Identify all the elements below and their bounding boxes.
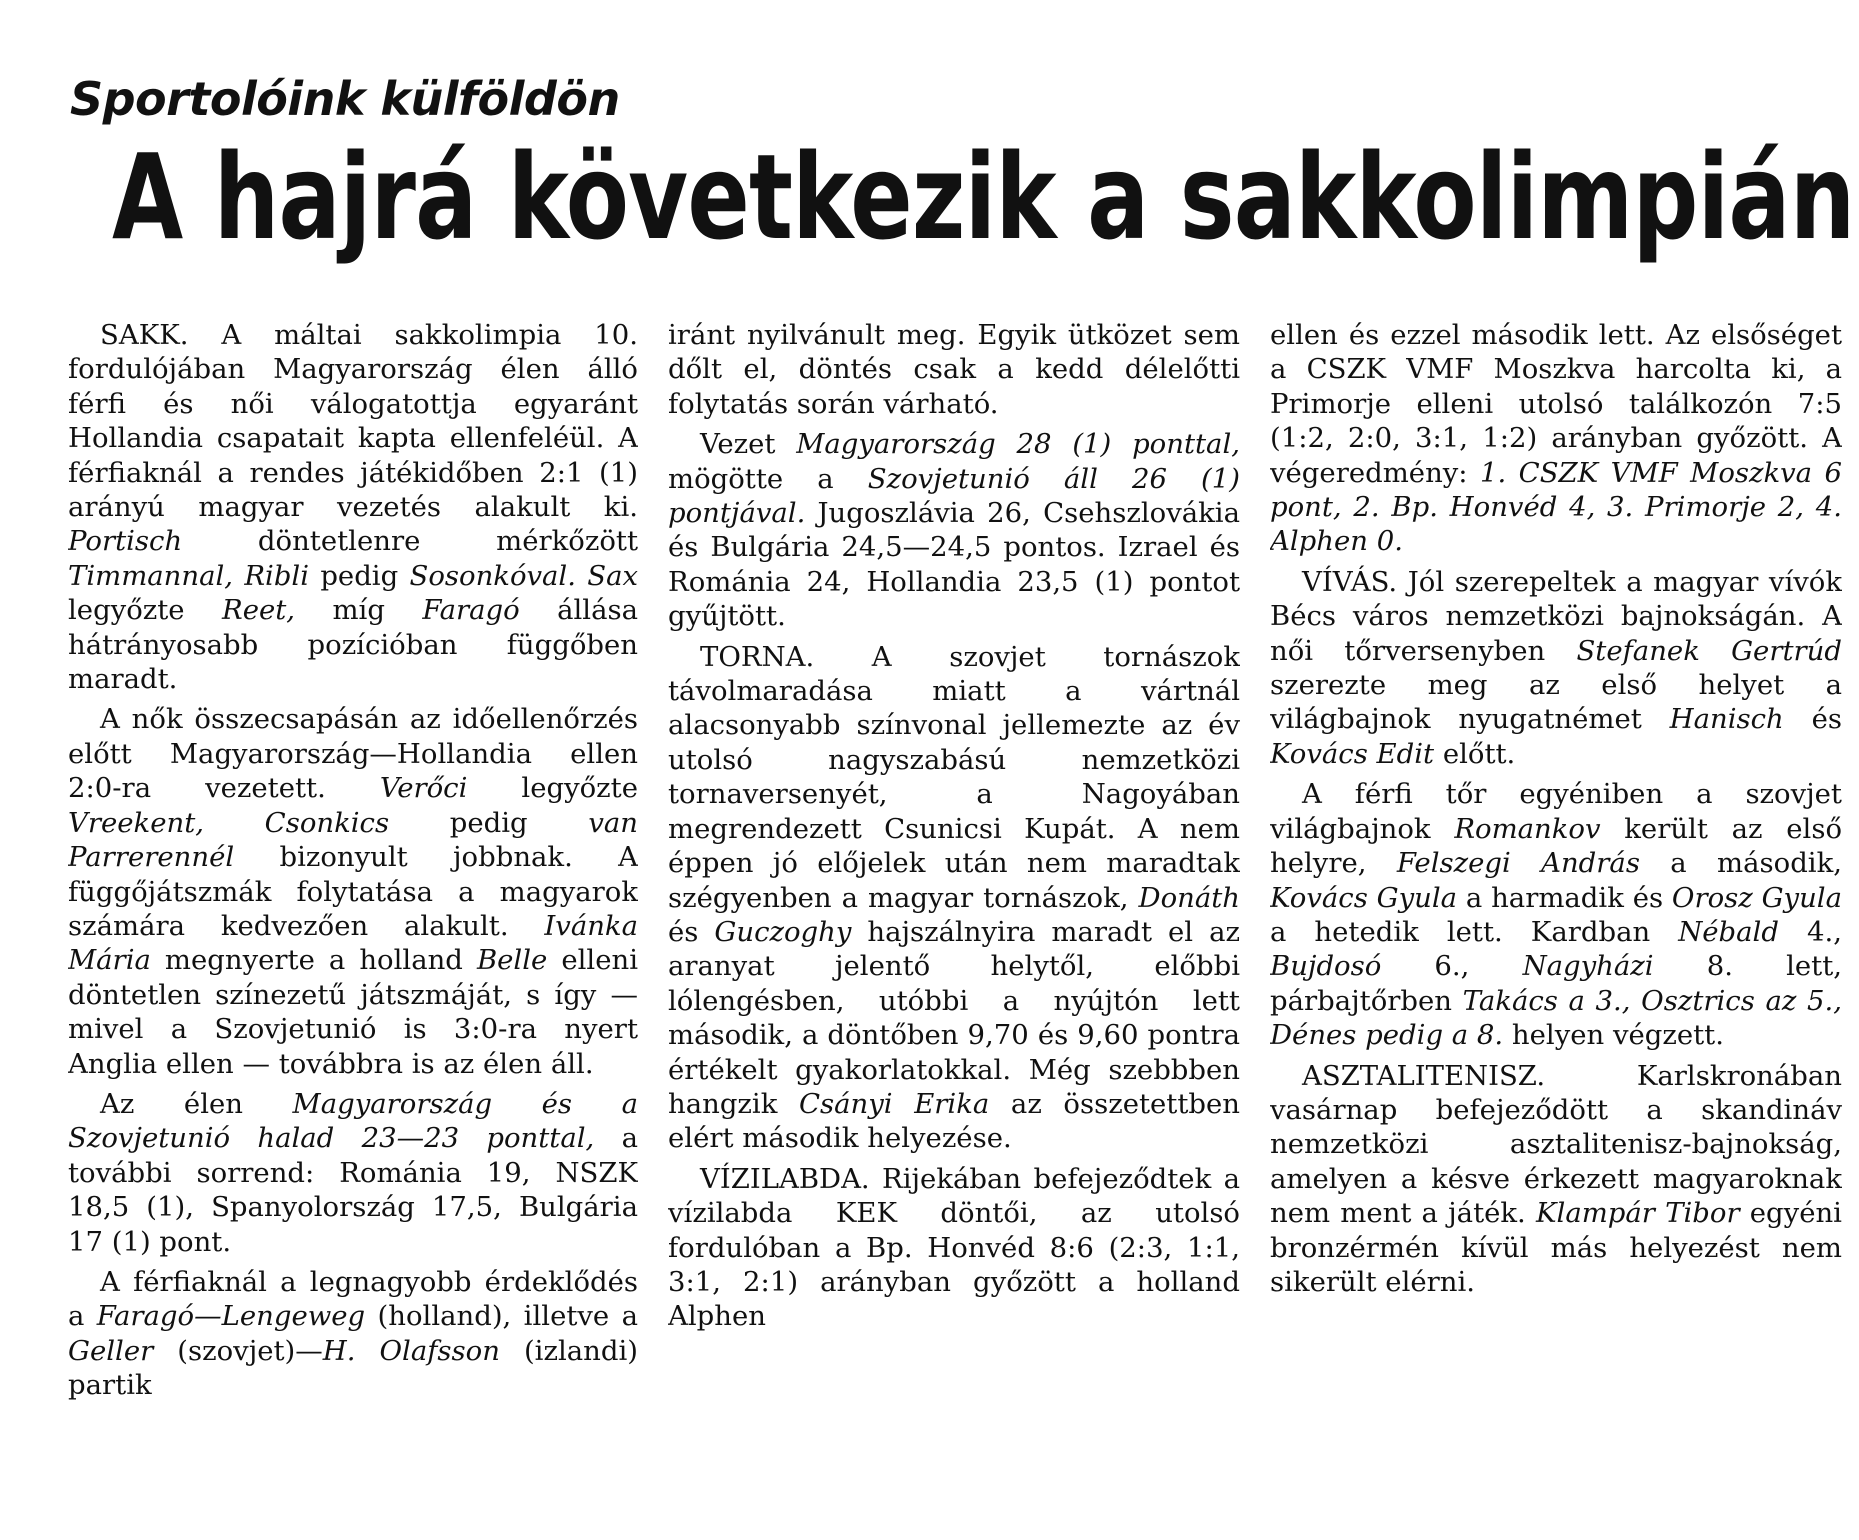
page-title: A hajrá következik a sakkolimpián <box>112 128 1855 266</box>
article-paragraph: Vezet Magyarország 28 (1) ponttal, mögötte a Szovjetunió áll 26 (1) pontjával. Jugoszlávia 26, Csehszlovákia és Bulgária 24,5—24,5 pontos. Izrael és Románia 24, Hollandia 23,5 (1) pontot gyűjtött. <box>668 428 1240 633</box>
section-kicker: Sportolóink külföldön <box>70 72 620 126</box>
article-paragraph: ASZTALITENISZ. Karlskronában vasárnap befejeződött a skandináv nemzetközi asztalitenisz-bajnokság, amelyen a késve érkezett magyaroknak nem ment a játék. Klampár Tibor egyéni bronzérmén kívül más helyezést nem sikerült elérni. <box>1270 1059 1842 1298</box>
article-paragraph: VÍVÁS. Jól szerepeltek a magyar vívók Bécs város nemzetközi bajnokságán. A női tőrversenyben Stefanek Gertrúd szerezte meg az első helyet a világbajnok nyugatnémet Hanisch és Kovács Edit előtt. <box>1270 565 1842 770</box>
article-body <box>0 318 1859 1528</box>
article-paragraph: TORNA. A szovjet tornászok távolmaradása miatt a vártnál alacsonyabb színvonal jellemezte az év utolsó nagyszabású nemzetközi tornaversenyét, a Nagoyában megrendezett Csunicsi Kupát. A nem éppen jó előjelek után nem maradtak szégyenben a magyar tornászok, Donáth és Guczoghy hajszálnyira maradt el az aranyat jelentő helytől, előbbi lólengésben, utóbbi a nyújtón lett második, a döntőben 9,70 és 9,60 pontra értékelt gyakorlatokkal. Még szebbben hangzik Csányi Erika az összetettben elért második helyezése. <box>668 640 1240 1155</box>
article-paragraph: Az élen Magyarország és a Szovjetunió halad 23—23 ponttal, a további sorrend: Románia 19, NSZK 18,5 (1), Spanyolország 17,5, Bulgária 17 (1) pont. <box>68 1087 638 1258</box>
article-column-3 <box>1270 318 1842 1528</box>
article-paragraph: SAKK. A máltai sakkolimpia 10. fordulójában Magyarország élen álló férfi és női válogatottja egyaránt Hollandia csapatait kapta ellenfeléül. A férfiaknál a rendes játékidőben 2:1 (1) arányú magyar vezetés alakult ki. Portisch döntetlenre mérkőzött Timmannal, Ribli pedig Sosonkóval. Sax legyőzte Reet, míg Faragó állása hátrányosabb pozícióban függőben maradt. <box>68 319 638 696</box>
article-paragraph: A nők összecsapásán az időellenőrzés előtt Magyarország—Hollandia ellen 2:0-ra vezetett. Verőci legyőzte Vreekent, Csonkics pedig van Parrerennél bizonyult jobbnak. A függőjátszmák folytatása a magyarok számára kedvezően alakult. Ivánka Mária megnyerte a holland Belle elleni döntetlen színezetű játszmáját, s így — mivel a Szovjetunió is 3:0-ra nyert Anglia ellen — továbbra is az élen áll. <box>68 703 638 1080</box>
article-paragraph: ellen és ezzel második lett. Az elsőséget a CSZK VMF Moszkva harcolta ki, a Primorje elleni utolsó találkozón 7:5 (1:2, 2:0, 3:1, 1:2) arányban győzött. A végeredmény: 1. CSZK VMF Moszkva 6 pont, 2. Bp. Honvéd 4, 3. Primorje 2, 4. Alphen 0. <box>1270 319 1842 558</box>
article-paragraph: iránt nyilvánult meg. Egyik ütközet sem dőlt el, döntés csak a kedd délelőtti folytatás során várható. <box>668 319 1240 420</box>
article-column-1 <box>68 318 638 1528</box>
article-paragraph: A férfi tőr egyéniben a szovjet világbajnok Romankov került az első helyre, Felszegi András a második, Kovács Gyula a harmadik és Orosz Gyula a hetedik lett. Kardban Nébald 4., Bujdosó 6., Nagyházi 8. lett, párbajtőrben Takács a 3., Osztrics az 5., Dénes pedig a 8. helyen végzett. <box>1270 778 1842 1052</box>
article-paragraph: A férfiaknál a legnagyobb érdeklődés a Faragó—Lengeweg (holland), illetve a Geller (szovjet)—H. Olafsson (izlandi) partik <box>68 1265 638 1402</box>
article-column-2 <box>668 318 1240 1528</box>
article-paragraph: VÍZILABDA. Rijekában befejeződtek a vízilabda KEK döntői, az utolsó fordulóban a Bp. Honvéd 8:6 (2:3, 1:1, 3:1, 2:1) arányban győzött a holland Alphen <box>668 1162 1240 1333</box>
